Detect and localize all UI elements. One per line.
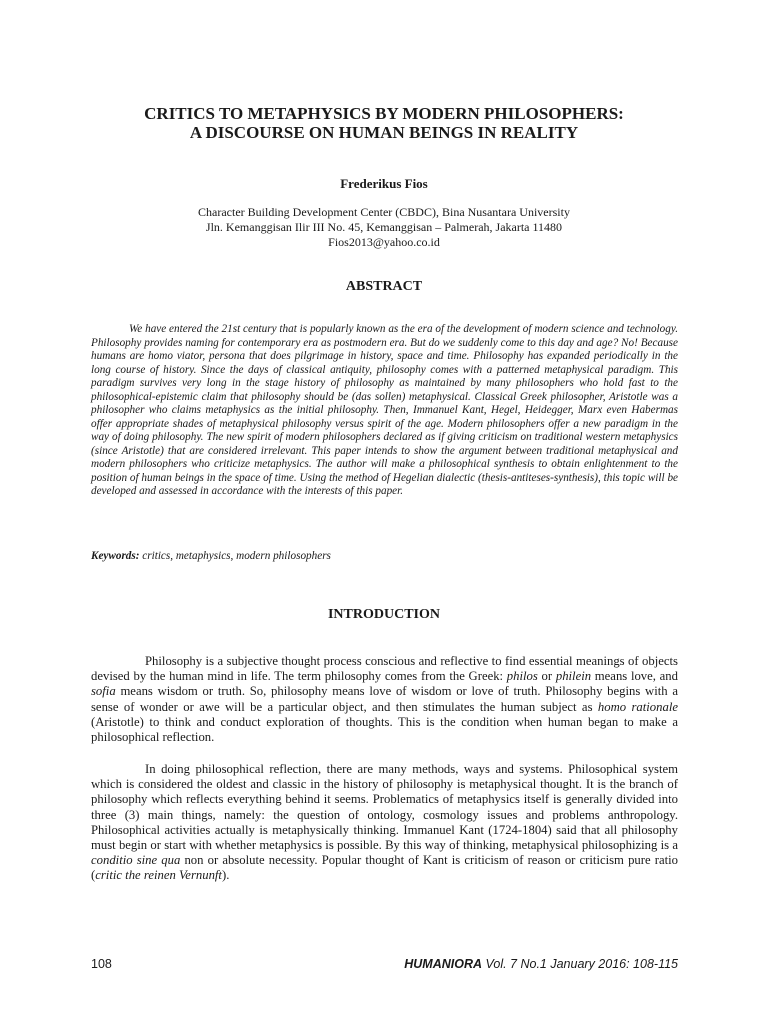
- p1-text-c: means love, and: [591, 669, 678, 684]
- term-sofia: sofia: [91, 684, 116, 699]
- paper-title: [0, 104, 768, 142]
- journal-citation: [404, 957, 678, 971]
- keywords-label: Keywords:: [91, 550, 140, 562]
- term-critic-reinen: critic the reinen Vernunft: [95, 868, 222, 883]
- keywords-list: critics, metaphysics, modern philosophers: [142, 550, 331, 562]
- title-line-1: CRITICS TO METAPHYSICS BY MODERN PHILOSOPHERS:: [144, 104, 624, 123]
- p1-text-d: means wisdom or truth. So, philosophy means love of wisdom or love of truth. Philosophy begins with a sense of wonder or awe will be a particular object, and then stimulates the human subject as: [91, 684, 678, 714]
- p2-text-a: In doing philosophical reflection, there are many methods, ways and systems. Philosophical system which is considered the oldest and classic in the history of philosophy is metaphysical thought. It is the branch of philosophy which reflects everything behind it seems. Problematics of metaphysics itself is generally divided into three (3) main things, namely: the question of ontology, cosmology issues and problems anthropology. Philosophical activities actually is metaphysically thinking. Immanuel Kant (1724-1804) said that all philosophy must begin or start with whether metaphysics is possible. By this way of thinking, metaphysical philosophizing is a: [91, 762, 678, 853]
- intro-paragraph-2: [91, 762, 678, 884]
- intro-paragraph-1: [91, 654, 678, 745]
- author-affiliation: [0, 205, 768, 250]
- p1-text-b: or: [537, 669, 556, 684]
- term-conditio: conditio sine qua: [91, 853, 181, 868]
- journal-name: HUMANIORA: [404, 957, 483, 971]
- affiliation-line-1: Character Building Development Center (CBDC), Bina Nusantara University: [198, 205, 570, 219]
- p1-text-e: (Aristotle) to think and conduct exploration of thoughts. This is the condition when human began to make a philosophical reflection.: [91, 714, 678, 745]
- abstract-text: We have entered the 21st century that is popularly known as the era of the development of modern science and technology. Philosophy provides naming for contemporary era as postmodern era. But do we suddenly come to this day and age? No! Because humans are homo viator, persona that does pilgrimage in history, space and time. Philosophy has expanded periodically in the long course of history. Since the days of classical antiquity, philosophy comes with a patterned metaphysical paradigm. This paradigm survives very long in the stage history of philosophy as maintained by many philosophers who hold fast to the philosophical-epistemic claim that philosophy should be (das sollen) metaphysical. Classical Greek philosopher, Aristotle was a philosopher who claims metaphysics as the initial philosophy. Then, Immanuel Kant, Hegel, Heidegger, Marx even Habermas offer appropriate shades of metaphysical philosophy versus spirit of the age. Modern philosophers offer a new paradigm in the way of doing philosophy. The new spirit of modern philosophers declared as if giving criticism on traditional western metaphysics (since Aristotle) that are considered irrelevant. This paper intends to show the argument between traditional metaphysical and modern philosophers who criticize metaphysics. The author will make a philosophical synthesis to obtain enlightenment to the position of human beings in the space of time. Using the method of Hegelian dialectic (thesis-antiteses-synthesis), this topic will be developed and assessed in accordance with the interests of this paper.: [91, 323, 678, 497]
- keywords: [91, 550, 331, 562]
- page-number: 108: [91, 957, 112, 971]
- title-line-2: A DISCOURSE ON HUMAN BEINGS IN REALITY: [189, 123, 579, 142]
- abstract-heading: ABSTRACT: [345, 279, 423, 294]
- p2-text-b: non or absolute necessity. Popular thought of Kant is criticism of reason or criticism pure ratio (: [91, 853, 678, 883]
- author-name: Frederikus Fios: [340, 176, 428, 191]
- term-philein: philein: [555, 669, 592, 684]
- term-homo-rationale: homo rationale: [597, 699, 678, 714]
- affiliation-line-2: Jln. Kemanggisan Ilir III No. 45, Kemanggisan – Palmerah, Jakarta 11480: [205, 220, 563, 234]
- p2-text-c: ).: [221, 868, 230, 883]
- p1-text-a: Philosophy is a subjective thought process conscious and reflective to find essential meanings of objects devised by the human mind in life. The term philosophy comes from the Greek:: [91, 654, 678, 684]
- introduction-heading: INTRODUCTION: [327, 607, 440, 622]
- term-philos: philos: [506, 669, 538, 684]
- author-email: Fios2013@yahoo.co.id: [328, 235, 440, 249]
- citation-details: Vol. 7 No.1 January 2016: 108-115: [485, 957, 678, 971]
